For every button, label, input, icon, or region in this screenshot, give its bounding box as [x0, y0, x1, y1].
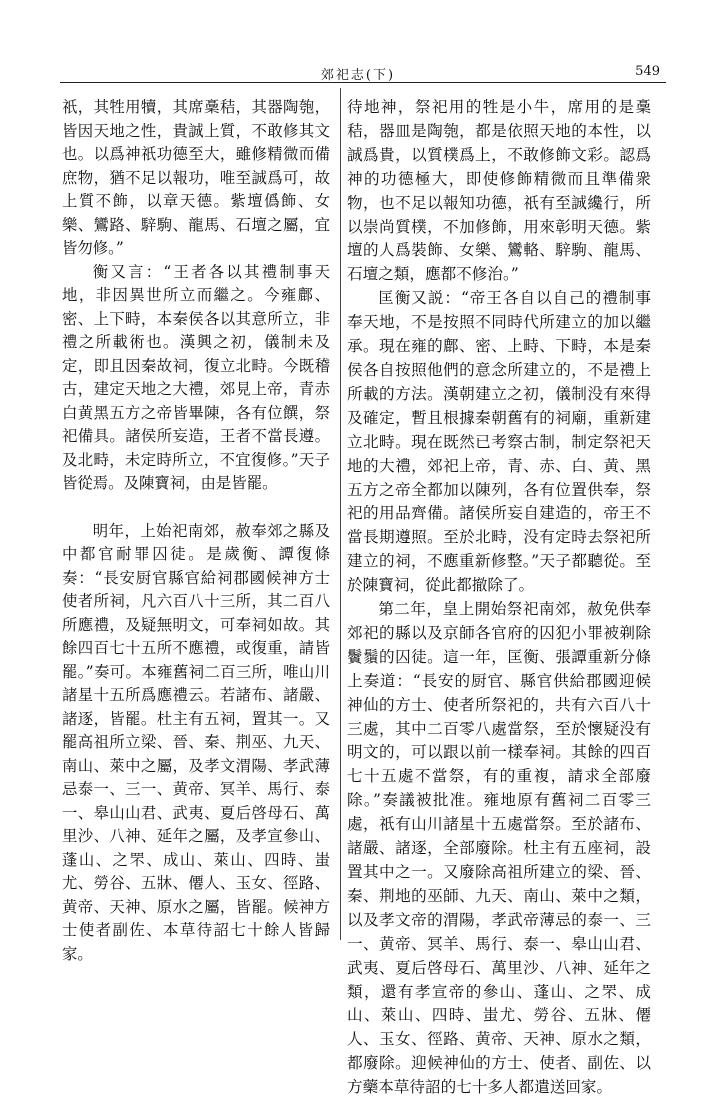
translation-paragraph-2: 匡衡又説：“帝王各自以自己的禮制事奉天地，不是按照不同時代所建立的加以繼承。現在雍的鄜、密、上畤、下畤，本是秦侯各自按照他們的意念所建立的，不是禮上所載的方法。漢朝建立之初，儀制没有來得及確定，暫且根據秦朝舊有的祠廟，重新建立北畤。現在既然已考察古制，制定祭祀天地的大禮，郊祀上帝，青、赤、白、黄、黑五方之帝全都加以陳列，各有位置供奉，祭祀的用品齊備。諸侯所妄自建造的，帝王不當長期遵照。至於北畤，没有定時去祭祀所建立的祠，不應重新修整。”天子都聽從。至於陳寶祠，從此都撤除了。: [347, 289, 651, 595]
original-paragraph-2: 衡又言：“王者各以其禮制事天地，非因異世所立而繼之。今雍鄜、密、上下畤，本秦侯各以其意所立，非禮之所載術也。漢興之初，儀制未及定，即且因秦故祠，復立北畤。今既稽古，建定天地之大禮，郊見上帝，青赤白黄黑五方之帝皆畢陳，各有位饌，祭祀備具。諸侯所妄造，王者不當長遵。及北畤，未定時所立，不宜復修。”天子皆從焉。及陳寶祠，由是皆罷。: [62, 262, 330, 492]
page-header: [0, 0, 716, 82]
translation-paragraph-3: 第二年，皇上開始祭祀南郊，赦免供奉郊祀的縣以及京師各官府的囚犯小罪被剃除鬢鬚的囚徒。這一年，匡衡、張譚重新分條上奏道：“長安的厨官、縣官供給郡國迎候神仙的方士、使者所祭祀的，共有六百八十三處，其中二百零八處當祭，至於懷疑没有明文的，可以跟以前一樣奉祠。其餘的四百七十五處不當祭，有的重複，請求全部廢除。”奏議被批准。雍地原有舊祠二百零三處，祇有山川諸星十五處當祭。至於諸布、諸嚴、諸逐，全部廢除。杜主有五座祠，設置其中之一。又廢除高祖所建立的梁、晉、秦、荆地的巫師、九天、南山、萊中之類，以及孝文帝的渭陽，孝武帝薄忌的泰一、三一、黄帝、冥羊、馬行、泰一、皋山山君、武夷、夏后啓母石、萬里沙、八神、延年之類，還有孝宣帝的參山、蓬山、之罘、成山、萊山、四時、蚩尤、勞谷、五牀、僊人、玉女、徑路、黄帝、天神、原水之類，都廢除。迎候神仙的方士、使者、副佐、以方藥本草待詔的七十多人都遣送回家。: [347, 600, 651, 1097]
running-title: 郊祀志(下): [320, 68, 396, 83]
paragraph-gap: [62, 496, 330, 520]
left-column-original-text: [62, 96, 330, 966]
right-column-translation: [347, 96, 651, 1100]
original-paragraph-3: 明年，上始祀南郊，赦奉郊之縣及中都官耐罪囚徒。是歲衡、譚復條奏：“長安厨官縣官給祠郡國候神方士使者所祠，凡六百八十三所，其二百八所應禮，及疑無明文，可奉祠如故。其餘四百七十五所不應禮，或復重，請皆罷。”奏可。本雍舊祠二百三所，唯山川諸星十五所爲應禮云。若諸布、諸嚴、諸逐，皆罷。杜主有五祠，置其一。又罷高祖所立梁、晉、秦、荆巫、九天、南山、萊中之屬，及孝文渭陽、孝武薄忌泰一、三一、黄帝、冥羊、馬行、泰一、皋山山君、武夷、夏后啓母石、萬里沙、八神、延年之屬，及孝宣參山、蓬山、之罘、成山、萊山、四時、蚩尤、勞谷、五牀、僊人、玉女、徑路、黄帝、天神、原水之屬，皆罷。候神方士使者副佐、本草待詔七十餘人皆歸家。: [62, 521, 330, 963]
column-divider: [340, 88, 341, 940]
original-paragraph-1: 祇，其牲用犢，其席稾秸，其器陶匏，皆因天地之性，貴誠上質，不敢修其文也。以爲神祇功德至大，雖修精微而備庶物，猶不足以報功，唯至誠爲可，故上質不飾，以章天德。紫壇僞飾、女樂、鸞路、騂駒、龍馬、石壇之屬，宜皆勿修。”: [62, 98, 330, 257]
page-number: 549: [635, 64, 660, 79]
header-rule: [60, 82, 666, 83]
translation-paragraph-1: 待地神，祭祀用的牲是小牛，席用的是稾秸，器皿是陶匏，都是依照天地的本性，以誠爲貴，以質樸爲上，不敢修飾文彩。認爲神的功德極大，即使修飾精微而且準備衆物，也不足以報知功德，祇有至誠纔行，所以崇尚質樸，不加修飾，用來彰明天德。紫壇的人爲裝飾、女樂、鸞輅、騂駒、龍馬、石壇之類，應都不修治。”: [347, 98, 651, 284]
